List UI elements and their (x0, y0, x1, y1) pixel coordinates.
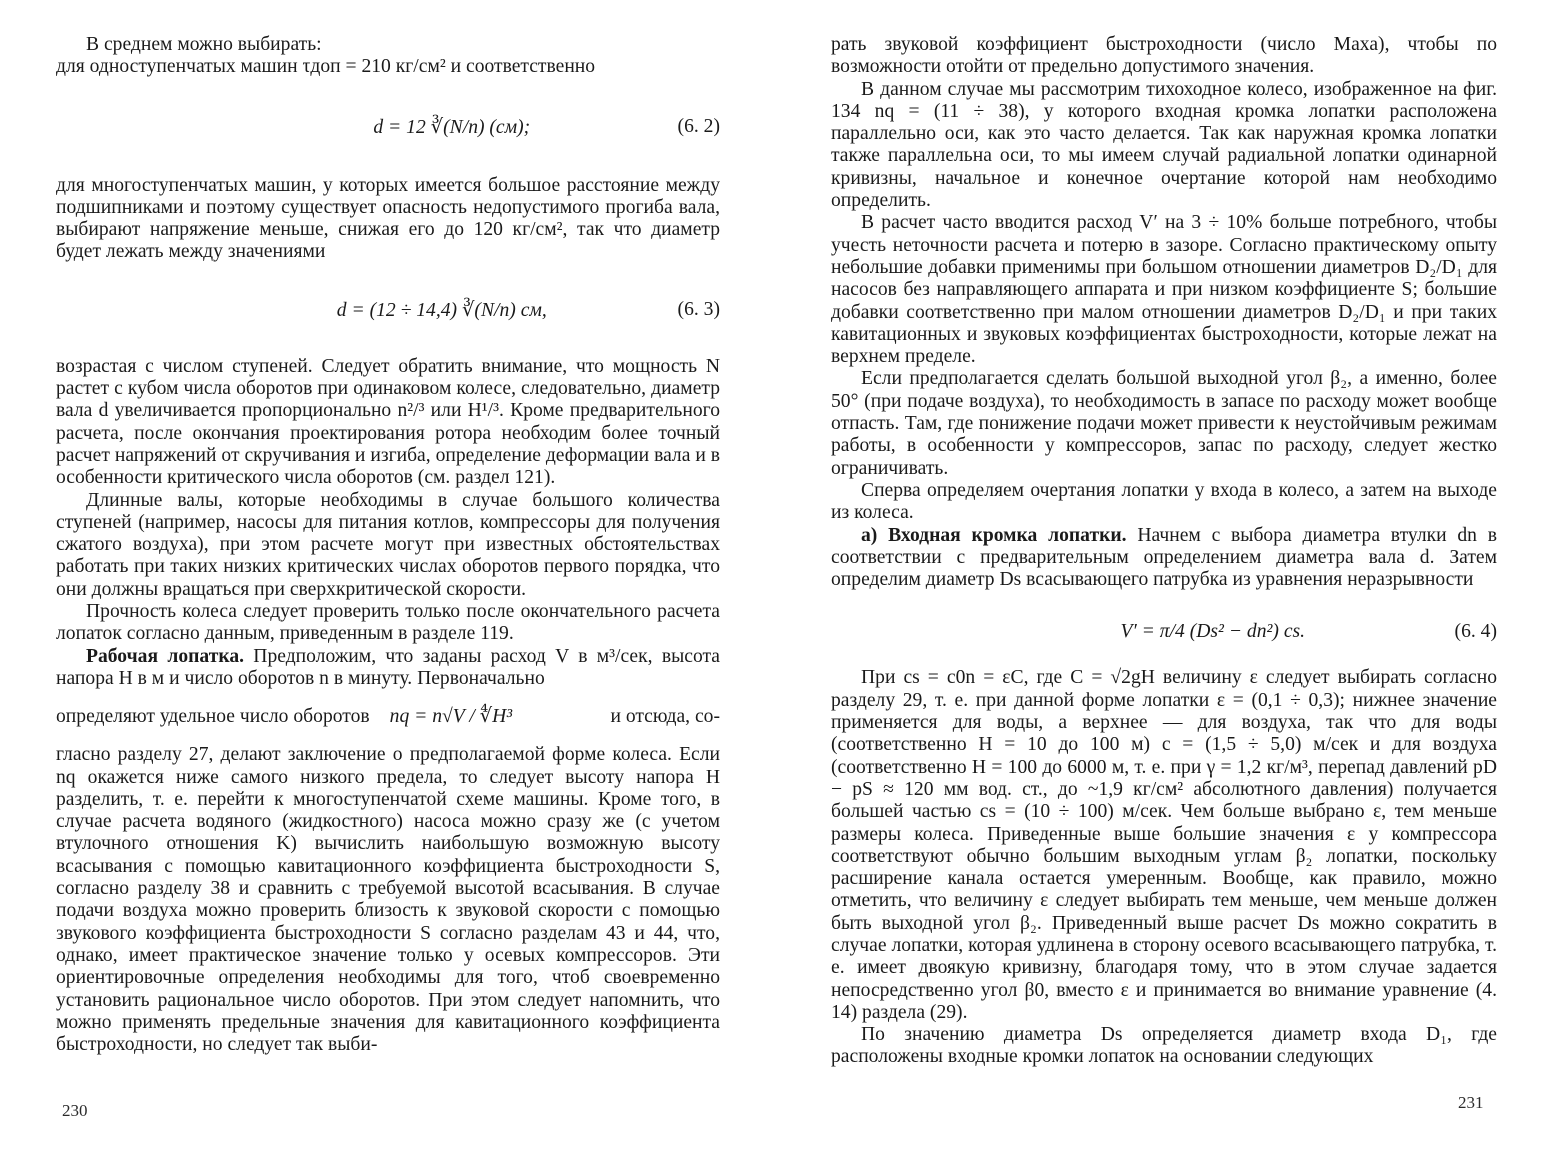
paragraph: Сперва определяем очертания лопатки у входа в колесо, а затем на выходе из колеса. (831, 479, 1497, 524)
left-page (56, 34, 720, 1056)
page-number-left: 230 (62, 1101, 88, 1120)
paragraph: В данном случае мы рассмотрим тихоходное колесо, изображенное на фиг. 134 nq = (11 ÷ 38), у которого входная кромка лопатки расположена параллельно оси, как это часто делается. Так как наружная кромка лопатки также параллельна оси, то мы имеем случай радиальной лопатки одинарной кривизны, начальное и конечное очертание которой нам необходимо определить. (831, 78, 1497, 212)
formula-text: d = 12 ∛(N/n) (см); (373, 116, 531, 138)
nq-left-text: определяют удельное число оборотов (56, 706, 370, 728)
formula-6-3 (56, 264, 720, 356)
paragraph: При cs = c0n = εC, где C = √2gH величину ε следует выбирать согласно разделу 29, т. е. при данной форме лопатки ε = (0,1 ÷ 0,3); нижнее значение применяется для воды, а верхнее — для воздуха, так что для воды (соответственно H = 10 до 100 м) c = (1,5 ÷ 5,0) м/сек и для воздуха (соответственно H = 100 до 6000 м, т. е. при γ = 1,2 кг/м³, перепад давлений pD − pS ≈ 120 мм вод. ст., до ~1,9 кг/см² абсолютного давления) получается большей частью cs = (10 ÷ 100) м/сек. Чем больше выбрано ε, тем меньше размеры колеса. Приведенные выше большие значения ε у компрессора соответствуют обычно большим выходным углам β₂ лопатки, поскольку расширение канала остается умеренным. Вообще, как правило, можно отметить, что величину ε следует выбирать тем меньше, чем меньше должен быть выходной угол β₂. Приведенный выше расчет Ds можно сократить в случае лопатки, которая удлинена в сторону осевого всасывающего патрубка, т. е. имеет двоякую кривизну, благодаря тому, что в этом случае задается непосредственно угол β0, вместо ε и принимается во внимание уравнение (4. 14) раздела (29). (831, 667, 1497, 1023)
equation-number: (6. 2) (677, 115, 720, 137)
paragraph: гласно разделу 27, делают заключение о предполагаемой форме колеса. Если nq окажется ниже самого низкого предела, то следует высоту напора H разделить, т. е. перейти к многоступенчатой схеме машины. Кроме того, в случае расчета водяного (жидкостного) насоса можно сразу же (с учетом втулочного отношения K) вычислить наибольшую возможную высоту всасывания с помощью кавитационного коэффициента быстроходности S, согласно разделу 38 и сравнить с требуемой высотой всасывания. В случае подачи воздуха можно проверить близость к звуковой скорости с помощью звукового коэффициента быстроходности S согласно разделам 43 и 44, что, однако, имеет практическое значение только у осевых компрессоров. Эти ориентировочные определения необходимы для того, чтоб своевременно установить рациональное число оборотов. При этом следует напомнить, что можно применять предельные значения для кавитационного коэффициента быстроходности, но следует так выби- (56, 744, 720, 1056)
equation-number: (6. 3) (677, 298, 720, 320)
section-heading: а) Входная кромка лопатки. (861, 524, 1127, 546)
paragraph: для многоступенчатых машин, у которых имеется большое расстояние между подшипниками и поэтому существует опасность недопустимого прогиба вала, выбирают напряжение меньше, снижая его до 120 кг/см², так что диаметр будет лежать между значениями (56, 174, 720, 263)
formula-6-4 (831, 597, 1497, 667)
nq-right-text: и отсюда, со- (610, 706, 720, 728)
paragraph: для одноступенчатых машин τдоп = 210 кг/см² и соответственно (56, 56, 596, 78)
paragraph (831, 525, 1497, 592)
formula-text: V′ = π/4 (Ds² − dn²) cs. (1120, 621, 1306, 643)
formula-6-2 (56, 79, 720, 175)
paragraph-text: Начнем с выбора диаметра втулки dn в соответствии с предварительным определением диаметра вала d. Затем определим диаметр Ds всасывающего патрубка из уравнения неразрывности (831, 524, 1497, 591)
formula-text: d = (12 ÷ 14,4) ∛(N/n) см, (336, 299, 547, 321)
paragraph-text: Предположим, что заданы расход V в м³/сек, высота напора H в м и число оборотов n в минуту. Первоначально (56, 645, 720, 689)
paragraph: Прочность колеса следует проверить только после окончательного расчета лопаток согласно данным, приведенным в разделе 119. (56, 601, 720, 645)
paragraph: По значению диаметра Ds определяется диаметр входа D₁, где расположены входные кромки лопаток на основании следующих (831, 1024, 1497, 1068)
paragraph: В расчет часто вводится расход V′ на 3 ÷ 10% больше потребного, чтобы учесть неточности расчета и потерю в зазоре. Согласно практическому опыту небольшие добавки применимы при большом отношении диаметров D₂/D₁ для насосов без направляющего аппарата и при низком коэффициенте S; большие добавки соответственно при малом отношении диаметров D₂/D₁ и при таких кавитационных и звуковых коэффициентах быстроходности, которые лежат на верхнем пределе. (831, 212, 1497, 368)
paragraph: В среднем можно выбирать: (86, 34, 322, 55)
equation-number: (6. 4) (1454, 621, 1497, 643)
right-page (831, 34, 1497, 1069)
paragraph: возрастая с числом ступеней. Следует обратить внимание, что мощность N растет с кубом числа оборотов при одинаковом колесе, следовательно, диаметр вала d увеличивается пропорционально n²/³ или H¹/³. Кроме предварительного расчета, после окончания проектирования ротора необходим более точный расчет напряжений от скручивания и изгиба, определение деформации вала и в особенности критического числа оборотов (см. раздел 121). (56, 355, 720, 489)
paragraph: рать звуковой коэффициент быстроходности (число Маха), чтобы по возможности отойти от предельно допустимого значения. (831, 34, 1497, 78)
section-heading: Рабочая лопатка. (86, 645, 245, 667)
nq-formula-line (56, 690, 720, 744)
paragraph (56, 646, 720, 691)
page-number-right: 231 (1458, 1093, 1484, 1112)
nq-formula: nq = n√V / ∜H³ (389, 706, 513, 728)
paragraph: Длинные валы, которые необходимы в случае большого количества ступеней (например, насосы для питания котлов, компрессоры для получения сжатого воздуха), при этом расчете могут при известных обстоятельствах работать при таких низких критических числах оборотов первого порядка, что они должны вращаться при сверхкритической скорости. (56, 489, 720, 600)
paragraph: Если предполагается сделать большой выходной угол β₂, а именно, более 50° (при подаче воздуха), то необходимость в запасе по расходу может вообще отпасть. Там, где понижение подачи может привести к неустойчивым режимам работы, в особенности у компрессоров, запас по расходу, следует жестко ограничивать. (831, 368, 1497, 479)
